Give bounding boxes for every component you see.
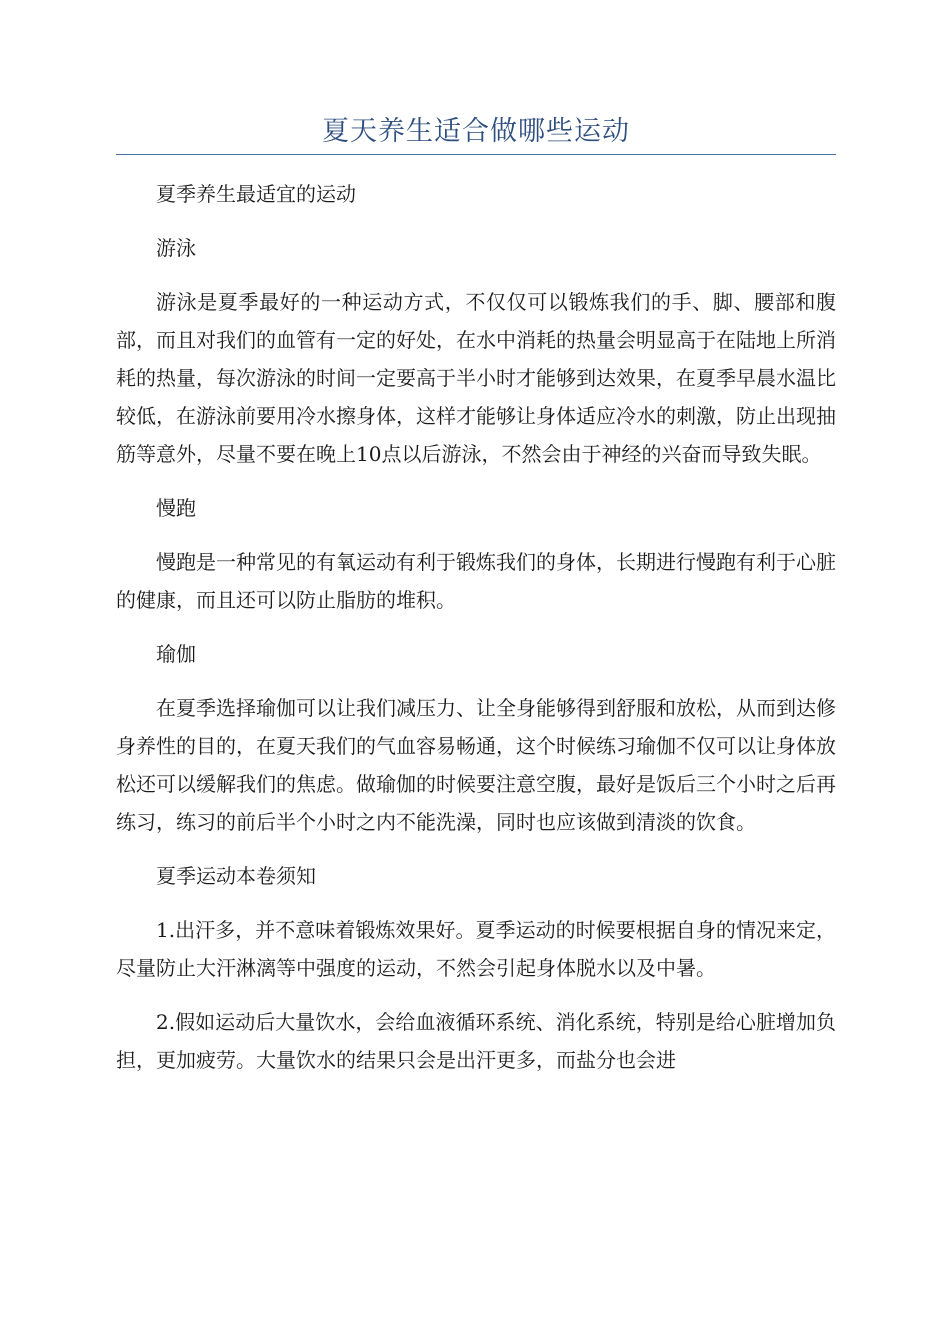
section-heading-notes: 夏季运动本卷须知 [156, 864, 316, 888]
subheading-yoga: 瑜伽 [156, 642, 196, 666]
section-heading-summer-exercise: 夏季养生最适宜的运动 [156, 182, 356, 206]
paragraph-note-2: 2.假如运动后大量饮水，会给血液循环系统、消化系统，特别是给心脏增加负担，更加疲劳。大量饮水的结果只会是出汗更多，而盐分也会进 [116, 1010, 836, 1072]
paragraph-swimming: 游泳是夏季最好的一种运动方式，不仅仅可以锻炼我们的手、脚、腰部和腹部，而且对我们的血管有一定的好处，在水中消耗的热量会明显高于在陆地上所消耗的热量，每次游泳的时间一定要高于半小时才能够到达效果，在夏季早晨水温比较低，在游泳前要用冷水擦身体，这样才能够让身体适应冷水的刺激，防止出现抽筋等意外，尽量不要在晚上10点以后游泳，不然会由于神经的兴奋而导致失眠。 [116, 290, 836, 466]
document-title: 夏天养生适合做哪些运动 [322, 116, 630, 147]
paragraph-yoga: 在夏季选择瑜伽可以让我们减压力、让全身能够得到舒服和放松，从而到达修身养性的目的，在夏天我们的气血容易畅通，这个时候练习瑜伽不仅可以让身体放松还可以缓解我们的焦虑。做瑜伽的时候要注意空腹，最好是饭后三个小时之后再练习，练习的前后半个小时之内不能洗澡，同时也应该做到清淡的饮食。 [116, 696, 836, 834]
subheading-swimming: 游泳 [156, 236, 196, 260]
subheading-jogging: 慢跑 [156, 496, 196, 520]
document-body [116, 175, 836, 1095]
paragraph-jogging: 慢跑是一种常见的有氧运动有利于锻炼我们的身体，长期进行慢跑有利于心脏的健康，而且还可以防止脂肪的堆积。 [116, 550, 836, 612]
title-underline [116, 154, 836, 155]
paragraph-note-1: 1.出汗多，并不意味着锻炼效果好。夏季运动的时候要根据自身的情况来定，尽量防止大汗淋漓等中强度的运动，不然会引起身体脱水以及中暑。 [116, 918, 836, 980]
